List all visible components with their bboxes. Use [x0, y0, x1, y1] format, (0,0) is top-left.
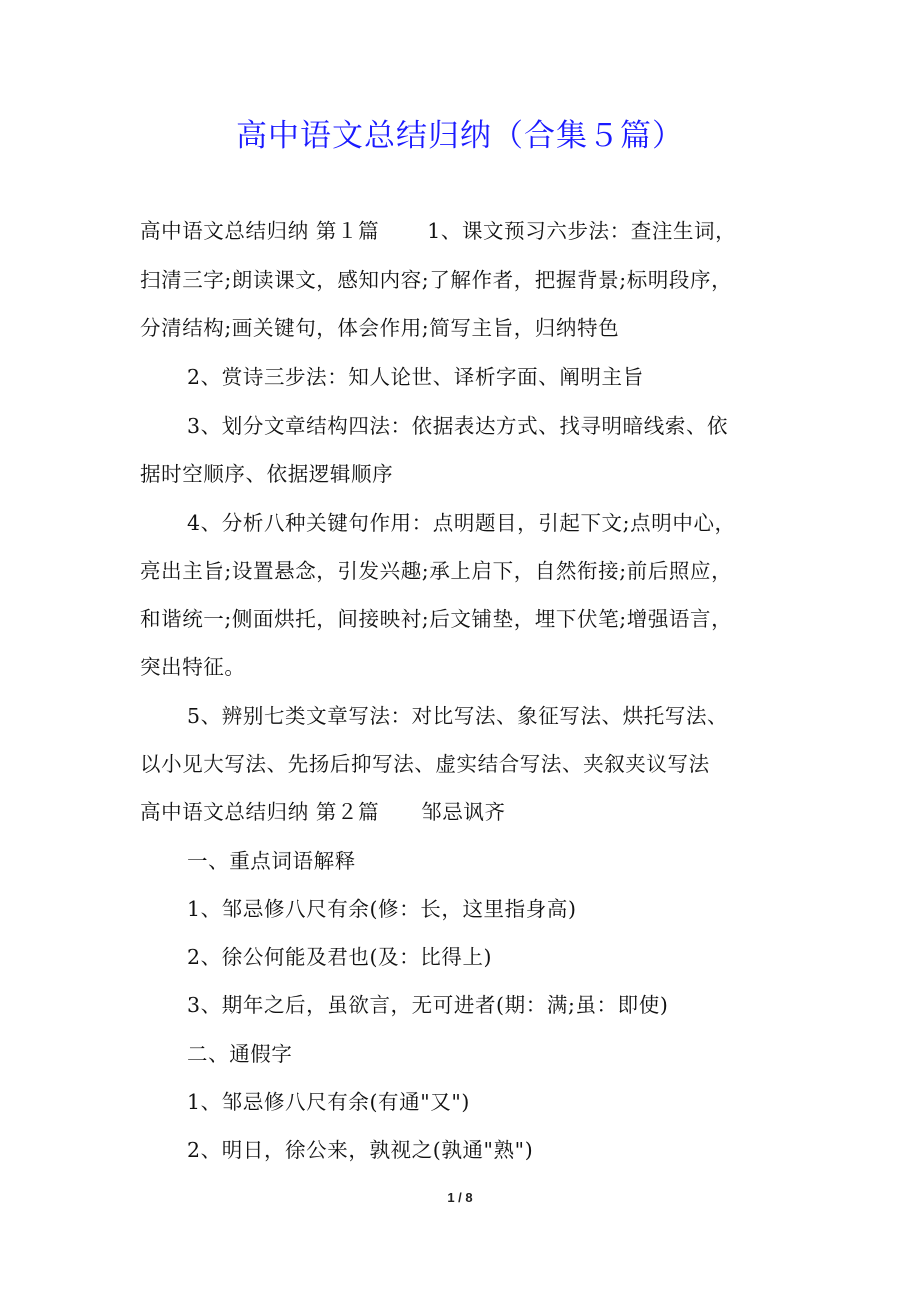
list-item: 2、明日，徐公来，孰视之(孰通"熟") [187, 1138, 534, 1162]
paragraph-line: 4、分析八种关键句作用：点明题目，引起下文;点明中心， [187, 511, 736, 535]
section-heading: 一、重点词语解释 [187, 849, 356, 873]
list-item: 1、邹忌修八尺有余(有通"又") [187, 1090, 470, 1114]
part2-heading: 高中语文总结归纳 第２篇 [140, 800, 380, 824]
paragraph-line: 扫清三字;朗读课文，感知内容;了解作者，把握背景;标明段序， [140, 268, 733, 292]
paragraph-line: 和谐统一;侧面烘托，间接映衬;后文铺垫，埋下伏笔;增强语言， [140, 607, 733, 631]
paragraph-line: 以小见大写法、先扬后抑写法、虚实结合写法、夹叙夹议写法 [140, 752, 710, 776]
paragraph-line [140, 797, 800, 827]
part1-first-point: 1、课文预习六步法：查注生词， [427, 219, 737, 243]
paragraph-line: 2、赏诗三步法：知人论世、译析字面、阐明主旨 [187, 365, 644, 389]
paragraph-line: 据时空顺序、依据逻辑顺序 [140, 462, 394, 486]
paragraph-line: 3、划分文章结构四法：依据表达方式、找寻明暗线索、依 [187, 414, 729, 438]
list-item: 1、邹忌修八尺有余(修：长，这里指身高) [187, 897, 577, 921]
part2-subtitle: 邹忌讽齐 [421, 800, 506, 824]
list-item: 3、期年之后，虽欲言，无可进者(期：满;虽：即使) [187, 993, 669, 1017]
section-heading: 二、通假字 [187, 1042, 293, 1066]
part1-heading: 高中语文总结归纳 第１篇 [140, 219, 380, 243]
paragraph-line: 5、辨别七类文章写法：对比写法、象征写法、烘托写法、 [187, 704, 729, 728]
page-number: 1 / 8 [447, 1190, 473, 1205]
paragraph-line: 分清结构;画关键句，体会作用;简写主旨，归纳特色 [140, 316, 620, 340]
paragraph-line: 突出特征。 [140, 655, 246, 679]
document-title: 高中语文总结归纳（合集５篇） [236, 118, 684, 154]
list-item: 2、徐公何能及君也(及：比得上) [187, 945, 493, 969]
paragraph-line: 亮出主旨;设置悬念，引发兴趣;承上启下，自然衔接;前后照应， [140, 559, 733, 583]
paragraph-line [140, 216, 800, 246]
